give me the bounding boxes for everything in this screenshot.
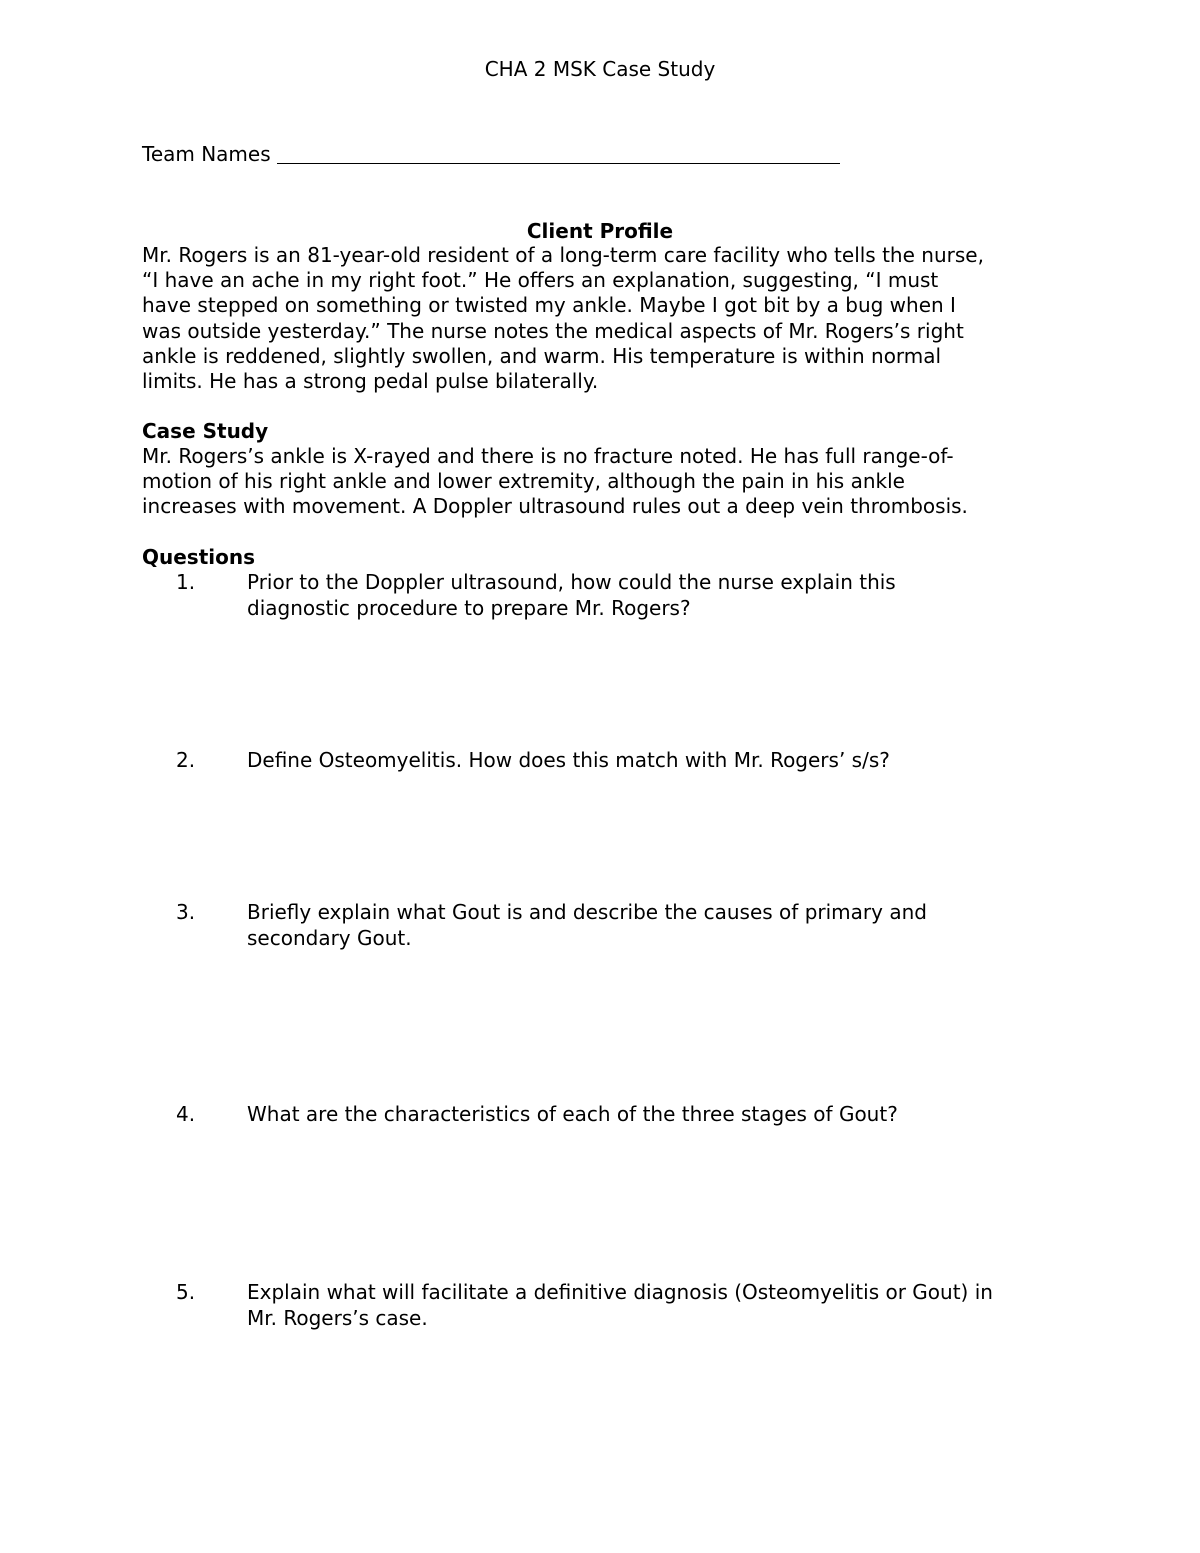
paragraph-line: Mr. Rogers’s ankle is X-rayed and there is no fracture noted. He has full range-of-	[142, 444, 954, 468]
case-study-heading: Case Study	[142, 419, 269, 443]
question-line: secondary Gout.	[247, 925, 412, 950]
question-text	[247, 900, 1067, 951]
client-profile-heading: Client Profile	[526, 219, 674, 243]
paragraph-line: have stepped on something or twisted my ankle. Maybe I got bit by a bug when I	[142, 293, 956, 318]
question-line: Mr. Rogers’s case.	[247, 1305, 428, 1330]
paragraph-line: motion of his right ankle and lower extremity, although the pain in his ankle	[142, 469, 905, 494]
paragraph-line: “I have an ache in my right foot.” He offers an explanation, suggesting, “I must	[142, 268, 939, 293]
team-names-label: Team Names	[142, 142, 271, 166]
question-number: 1.	[176, 570, 196, 594]
paragraph-line: Mr. Rogers is an 81-year-old resident of a long-term care facility who tells the nurse,	[142, 243, 984, 267]
question-line: Define Osteomyelitis. How does this match with Mr. Rogers’ s/s?	[247, 748, 890, 772]
question-text	[247, 1102, 1067, 1128]
question-number: 3.	[176, 900, 196, 924]
question-line: diagnostic procedure to prepare Mr. Rogers?	[247, 595, 691, 620]
paragraph-line: ankle is reddened, slightly swollen, and warm. His temperature is within normal	[142, 343, 942, 368]
question-number: 5.	[176, 1280, 196, 1304]
team-names-blank-line	[277, 143, 840, 164]
question-text	[247, 1280, 1067, 1331]
questions-heading: Questions	[142, 545, 256, 569]
question-line: Explain what will facilitate a definitive diagnosis (Osteomyelitis or Gout) in	[247, 1280, 993, 1304]
question-line: Briefly explain what Gout is and describe the causes of primary and	[247, 900, 927, 924]
paragraph-line: was outside yesterday.” The nurse notes the medical aspects of Mr. Rogers’s right	[142, 318, 964, 343]
team-names-field	[142, 141, 840, 167]
question-line: What are the characteristics of each of the three stages of Gout?	[247, 1102, 898, 1126]
document-title: CHA 2 MSK Case Study	[484, 57, 716, 81]
case-study-paragraph	[142, 444, 1062, 520]
paragraph-line: limits. He has a strong pedal pulse bilaterally.	[142, 369, 599, 394]
client-profile-paragraph	[142, 243, 1062, 394]
question-text	[247, 748, 1067, 774]
question-text	[247, 570, 1067, 621]
paragraph-line: increases with movement. A Doppler ultrasound rules out a deep vein thrombosis.	[142, 494, 968, 519]
question-number: 4.	[176, 1102, 196, 1126]
question-number: 2.	[176, 748, 196, 772]
question-line: Prior to the Doppler ultrasound, how could the nurse explain this	[247, 570, 896, 594]
